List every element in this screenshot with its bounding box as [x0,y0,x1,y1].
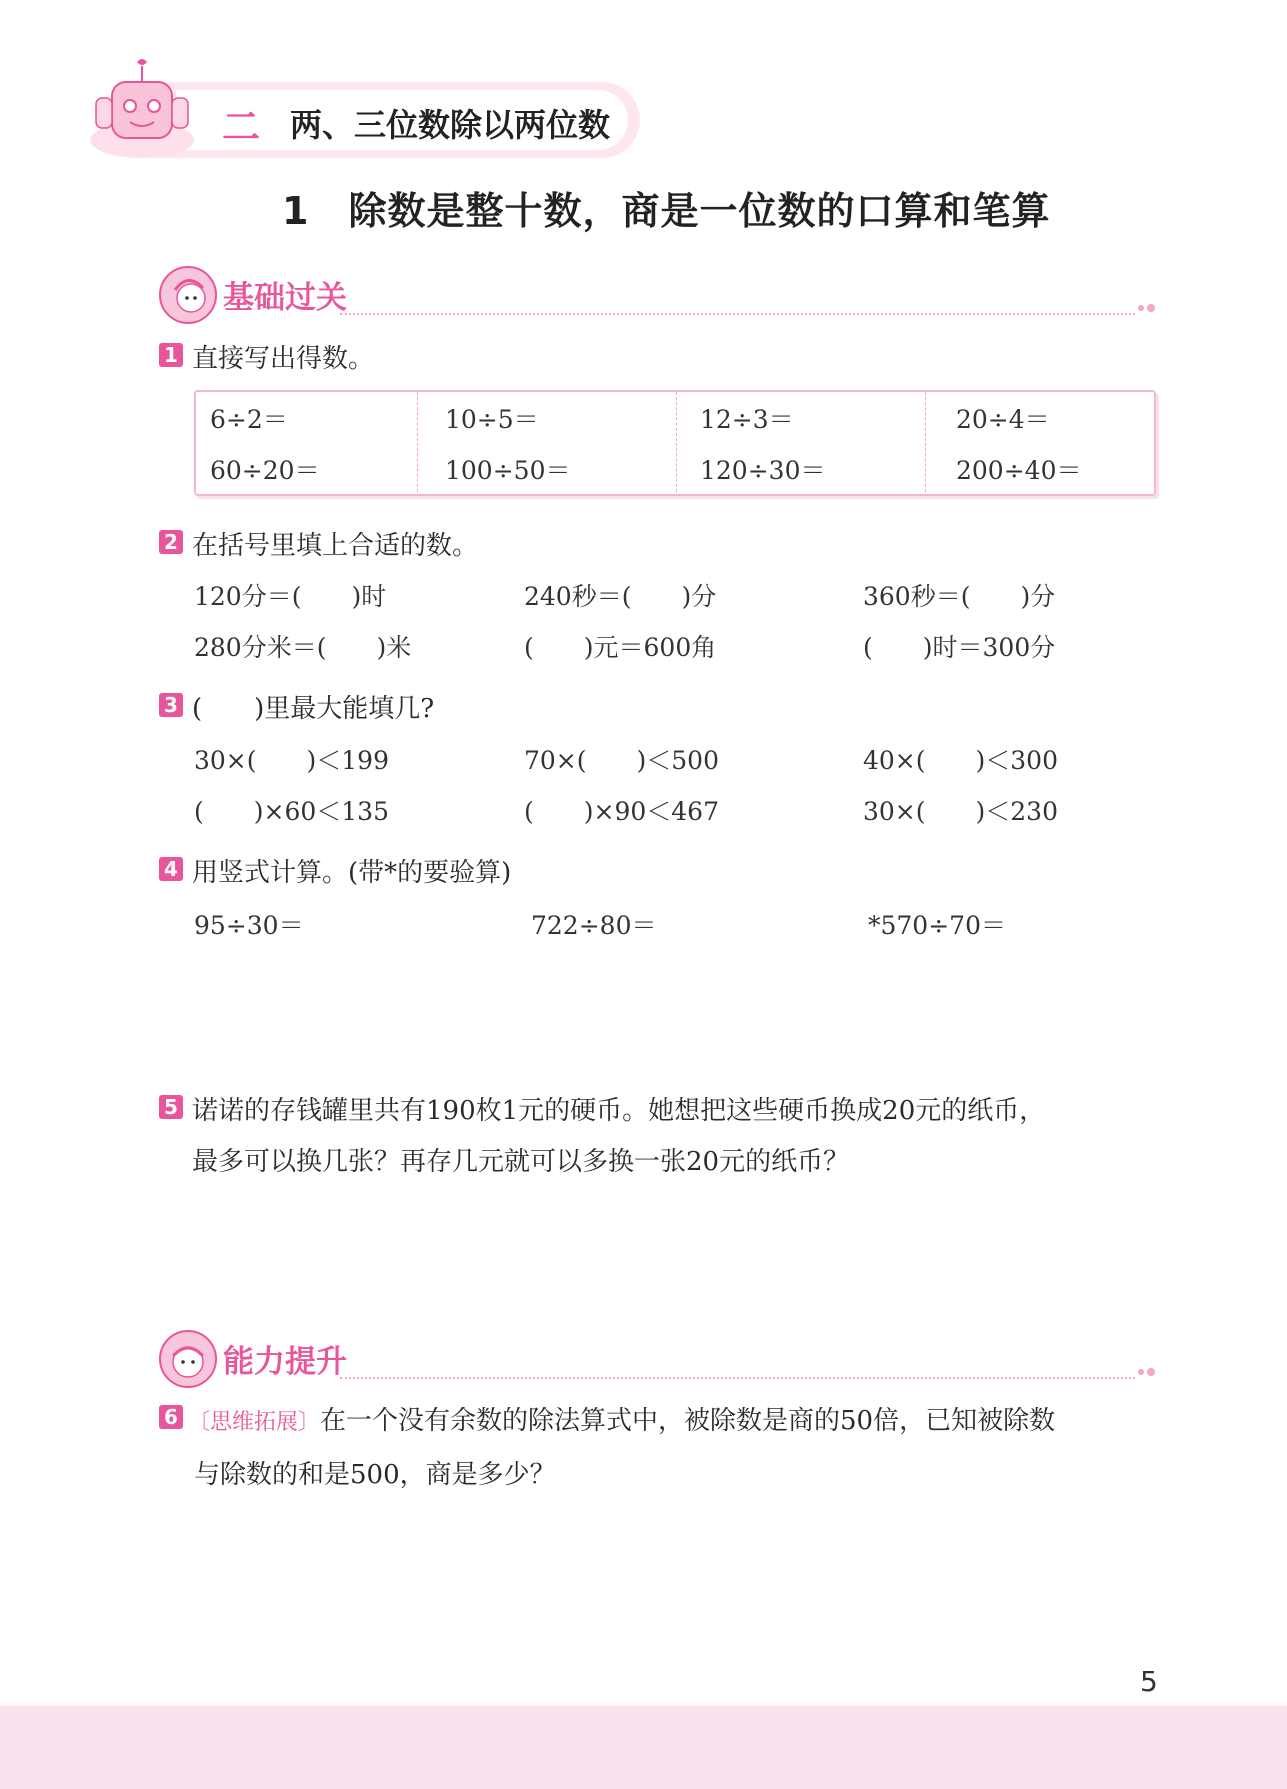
inequality-item: ( )×60＜135 [194,797,389,826]
section-divider [340,1377,1135,1379]
vertical-calc-item: 95÷30＝ [194,911,304,940]
inequality-item: 30×( )＜199 [194,746,389,775]
table-cell: 10÷5＝ [445,405,539,434]
section-divider [340,313,1135,315]
dots-icon [1137,1366,1159,1378]
table-cell: 20÷4＝ [956,405,1050,434]
question-prompt: ( )里最大能填几? [192,694,435,724]
inequality-item: ( )×90＜467 [524,797,719,826]
table-cell: 60÷20＝ [210,456,320,485]
thinking-extension-tag: 〔思维拓展〕 [188,1410,321,1435]
question-number: 6 [159,1405,183,1429]
vertical-calc-item: 722÷80＝ [531,911,657,940]
fill-item: 240秒＝( )分 [524,582,717,611]
question-text: 在一个没有余数的除法算式中，被除数是商的50倍，已知被除数 [320,1406,1056,1436]
table-cell: 12÷3＝ [700,405,794,434]
fill-item: 360秒＝( )分 [863,582,1056,611]
table-cell: 100÷50＝ [445,456,571,485]
footer-band [0,1706,1287,1789]
question-prompt: 在括号里填上合适的数。 [192,531,479,561]
chapter-title: 两、三位数除以两位数 [290,106,611,144]
word-problem-line: 最多可以换几张？再存几元就可以多换一张20元的纸币？ [192,1147,850,1177]
table-divider [676,392,677,492]
robot-mascot-icon [82,52,202,162]
question-number: 1 [159,343,183,367]
table-divider [925,392,926,492]
vertical-calc-item: *570÷70＝ [868,911,1006,940]
inequality-item: 30×( )＜230 [863,797,1058,826]
girl-mascot-icon [159,266,217,324]
inequality-item: 40×( )＜300 [863,746,1058,775]
fill-item: ( )时＝300分 [863,633,1056,662]
chapter-number: 二 [222,105,261,149]
question-line [188,1400,1055,1437]
lesson-title: 1 除数是整十数，商是一位数的口算和笔算 [282,189,1051,233]
fill-item: ( )元＝600角 [524,633,717,662]
fill-item: 280分米＝( )米 [194,633,412,662]
section-title-basic: 基础过关 [223,280,347,316]
question-prompt: 用竖式计算。(带*的要验算) [192,858,512,888]
table-divider [417,392,418,492]
dots-icon [1137,302,1159,314]
fill-item: 120分＝( )时 [194,582,387,611]
table-cell: 6÷2＝ [210,405,288,434]
page-number: 5 [1140,1665,1158,1698]
question-number: 2 [159,530,183,554]
table-cell: 200÷40＝ [956,456,1082,485]
question-prompt: 直接写出得数。 [192,344,375,374]
boy-mascot-icon [159,1330,217,1388]
question-line: 与除数的和是500，商是多少？ [194,1460,556,1490]
table-cell: 120÷30＝ [700,456,826,485]
question-number: 3 [159,693,183,717]
question-number: 5 [159,1095,183,1119]
word-problem-line: 诺诺的存钱罐里共有190枚1元的硬币。她想把这些硬币换成20元的纸币， [192,1096,1046,1126]
section-title-advanced: 能力提升 [223,1344,347,1380]
question-number: 4 [159,857,183,881]
inequality-item: 70×( )＜500 [524,746,719,775]
